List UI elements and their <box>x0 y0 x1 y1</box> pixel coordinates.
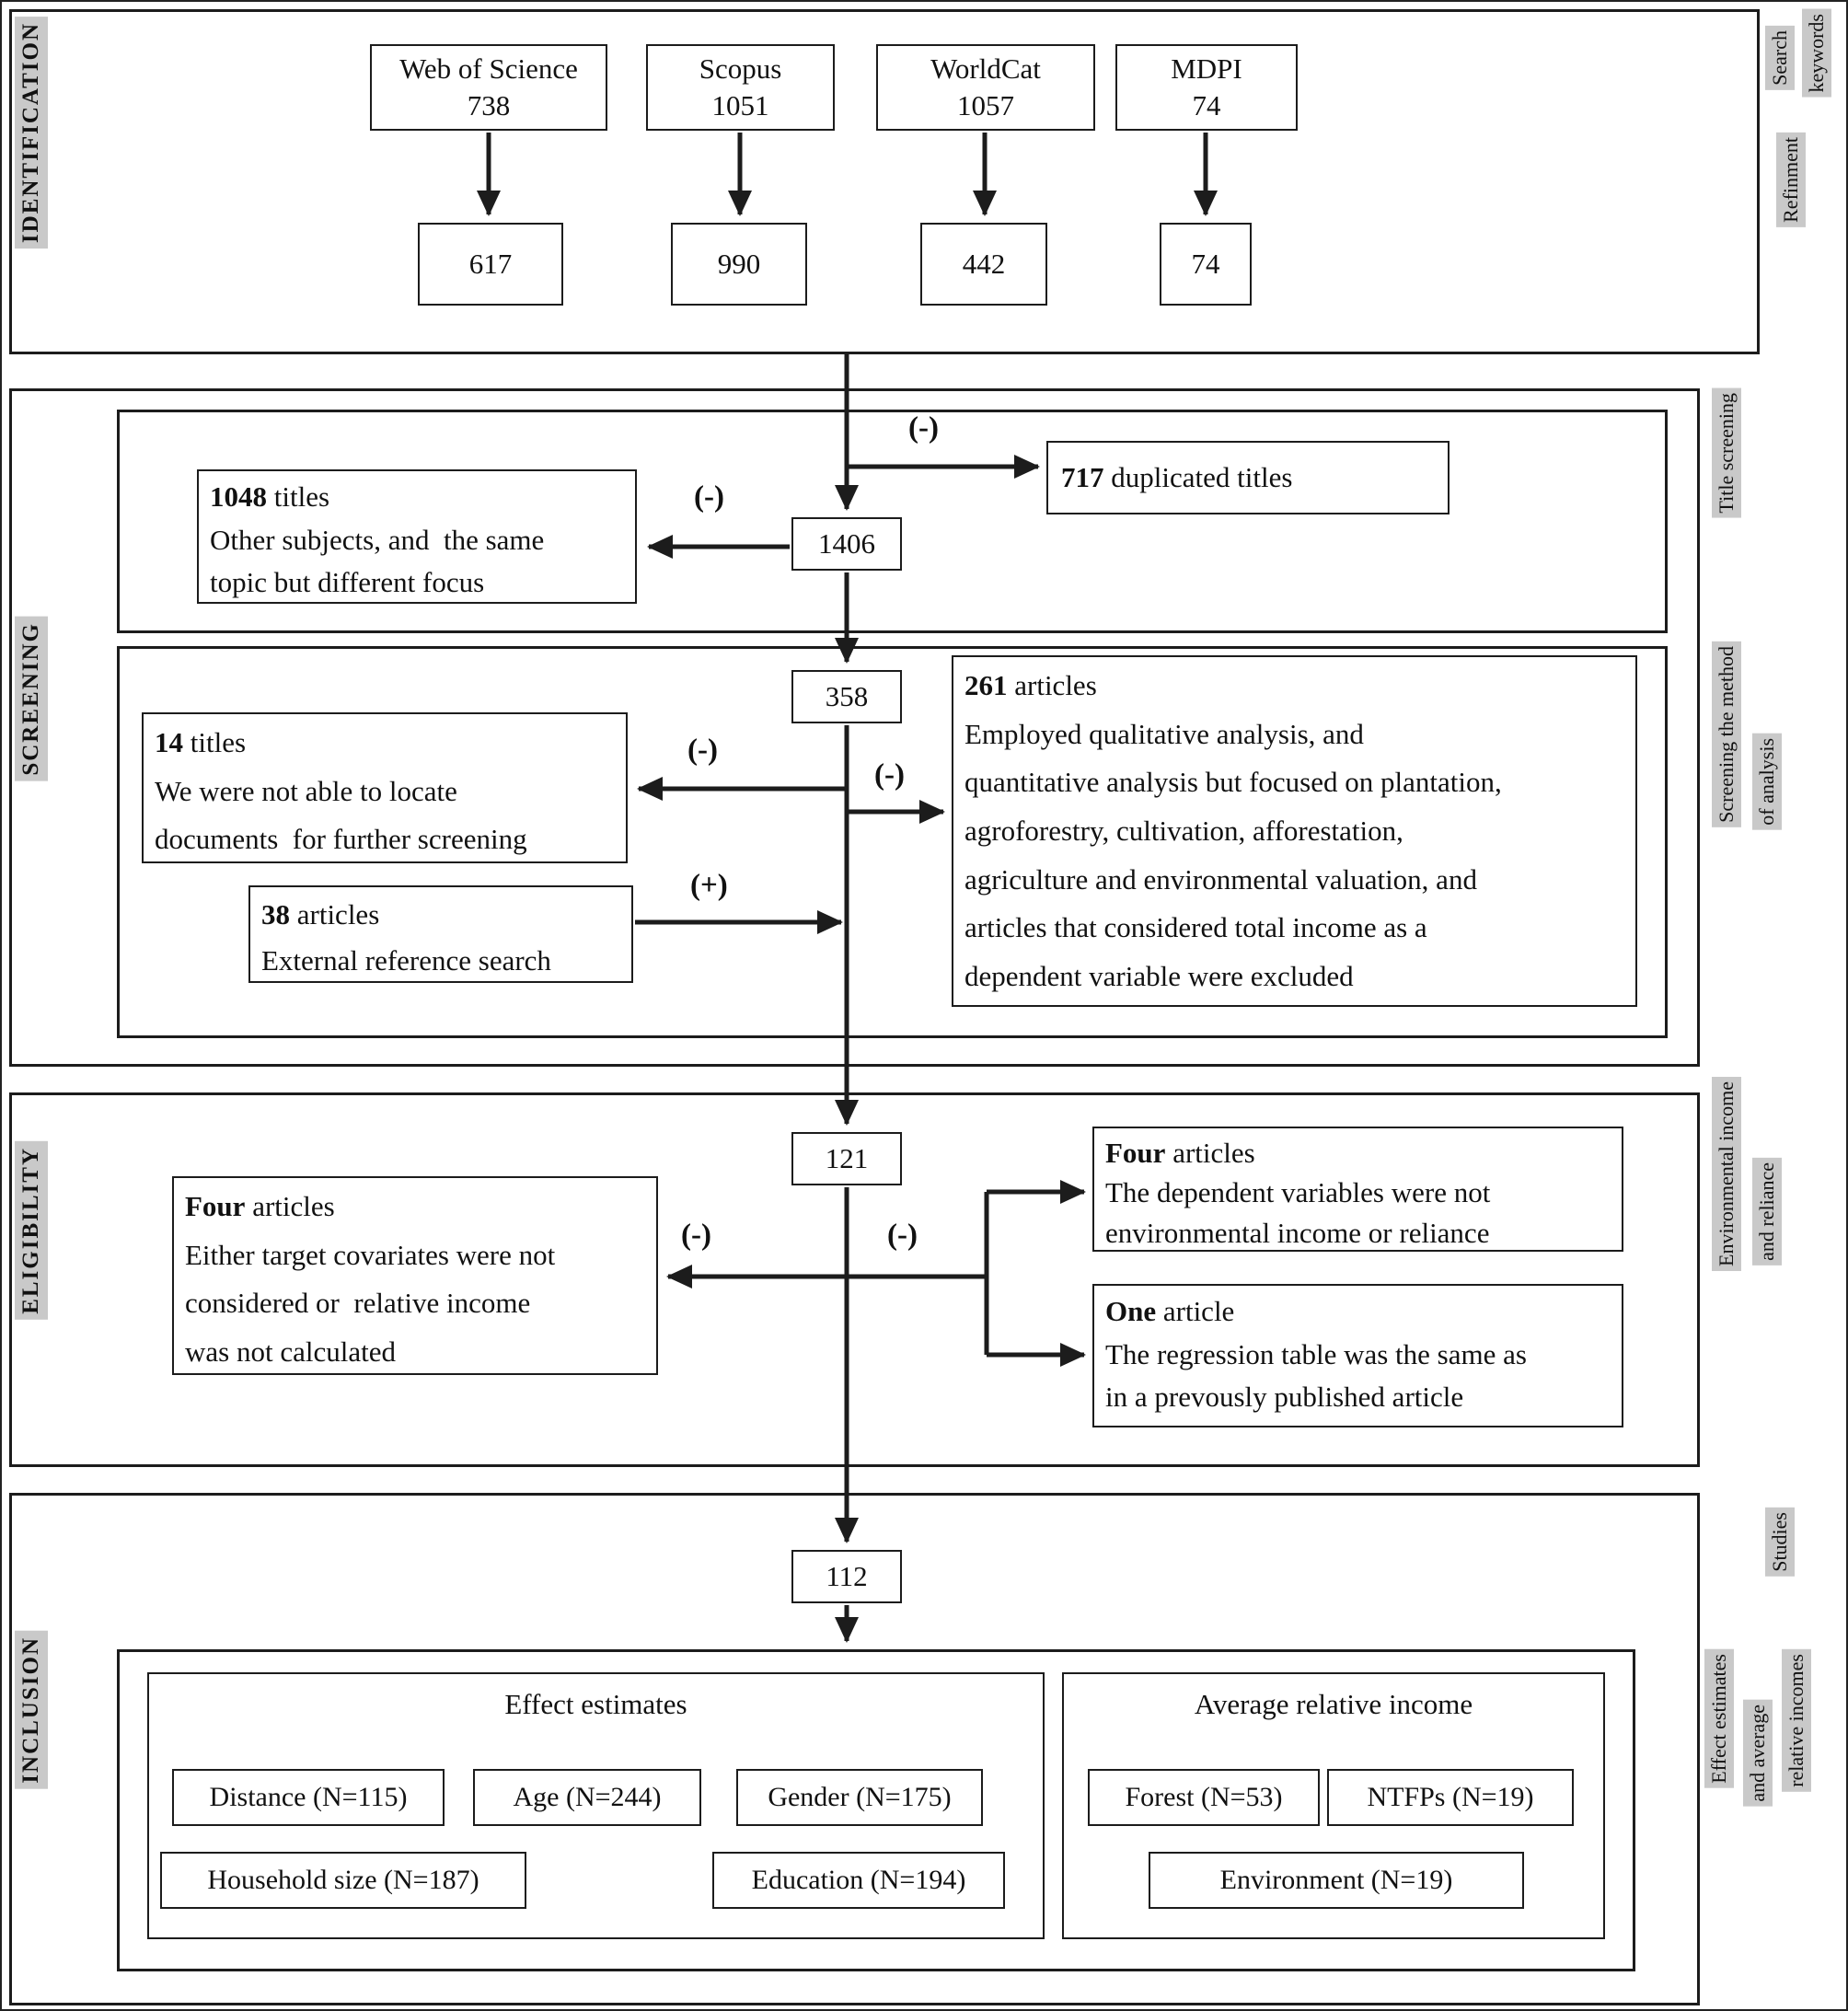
excluded-methods-box: 261 articles Employed qualitative analysis, and quantitative analysis but focused on plantation, agroforestry, cultivation, afforestation, agriculture and environmental valuation, and articles that considered total income as a dependent variable were excluded <box>952 655 1637 1007</box>
plus-sign-external-reference: (+) <box>690 869 728 902</box>
covariates-excluded-box: Four articles Either target covariates were not considered or relative income was not calculated <box>172 1176 658 1375</box>
source-name: WorldCat <box>930 52 1041 85</box>
refined-count-box-worldcat: 442 <box>920 223 1047 306</box>
effect-item-gender: Gender (N=175) <box>736 1769 983 1826</box>
effect-item-education: Education (N=194) <box>712 1852 1005 1909</box>
side-label-refinement: Refinment <box>1776 133 1806 227</box>
source-box-web-of-science <box>370 44 607 131</box>
other-subjects-excluded-box: 1048 titles Other subjects, and the same topic but different focus <box>197 469 637 604</box>
side-label-effect-estimates: Effect estimates <box>1704 1649 1734 1788</box>
section-label-screening: SCREENING <box>15 617 48 781</box>
minus-sign-covariates: (-) <box>681 1219 711 1252</box>
section-label-inclusion: INCLUSION <box>15 1631 48 1789</box>
minus-sign-duplicates: (-) <box>908 411 939 445</box>
source-box-scopus <box>646 44 835 131</box>
section-label-eligibility: ELIGIBILITY <box>15 1141 48 1320</box>
dependent-variables-excluded-box: Four articles The dependent variables were not environmental income or reliance <box>1092 1127 1623 1252</box>
source-count: 74 <box>1192 89 1221 121</box>
minus-sign-other-subjects: (-) <box>694 480 724 514</box>
effect-item-distance: Distance (N=115) <box>172 1769 445 1826</box>
external-reference-box: 38 articles External reference search <box>248 885 633 983</box>
source-box-mdpi <box>1115 44 1298 131</box>
section-label-identification: IDENTIFICATION <box>15 17 48 248</box>
minus-sign-dependent: (-) <box>887 1219 918 1252</box>
refined-count-box-mdpi: 74 <box>1160 223 1252 306</box>
duplicated-titles-box: 717 duplicated titles <box>1046 441 1450 514</box>
side-label-screening-method-line1: Screening the method <box>1712 641 1741 827</box>
effect-item-age: Age (N=244) <box>473 1769 701 1826</box>
side-label-studies: Studies <box>1765 1508 1795 1577</box>
source-count: 738 <box>467 89 511 121</box>
income-item-forest: Forest (N=53) <box>1088 1769 1320 1826</box>
income-item-environment: Environment (N=19) <box>1149 1852 1524 1909</box>
refined-count-box-web-of-science: 617 <box>418 223 563 306</box>
not-located-box: 14 titles We were not able to locate documents for further screening <box>142 712 628 863</box>
source-count: 1057 <box>957 89 1014 121</box>
side-label-and-reliance: and reliance <box>1752 1158 1782 1266</box>
eligible-count-box: 121 <box>791 1132 902 1185</box>
effect-item-household-size: Household size (N=187) <box>160 1852 526 1909</box>
side-label-environmental-income: Environmental income <box>1712 1077 1741 1271</box>
side-label-title-screening: Title screening <box>1712 388 1741 518</box>
side-label-and-average: and average <box>1743 1700 1773 1807</box>
titles-count-box: 1406 <box>791 517 902 571</box>
source-box-worldcat <box>876 44 1095 131</box>
side-label-search: Search <box>1765 26 1795 90</box>
side-label-keywords: keywords <box>1802 9 1831 98</box>
minus-sign-not-located: (-) <box>687 734 718 767</box>
minus-sign-methods: (-) <box>874 758 905 792</box>
method-count-box: 358 <box>791 670 902 723</box>
regression-duplicate-excluded-box: One article The regression table was the same as in a prevously published article <box>1092 1284 1623 1427</box>
source-name: Scopus <box>699 52 782 85</box>
source-name: Web of Science <box>399 52 578 85</box>
source-count: 1051 <box>711 89 769 121</box>
income-item-ntfps: NTFPs (N=19) <box>1327 1769 1574 1826</box>
included-count-box: 112 <box>791 1550 902 1603</box>
side-label-screening-method-line2: of analysis <box>1752 734 1782 830</box>
refined-count-box-scopus: 990 <box>671 223 807 306</box>
source-name: MDPI <box>1171 52 1242 85</box>
side-label-relative-incomes: relative incomes <box>1782 1649 1811 1792</box>
relative-income-title: Average relative income <box>1194 1688 1473 1720</box>
effect-estimates-title: Effect estimates <box>504 1688 687 1720</box>
